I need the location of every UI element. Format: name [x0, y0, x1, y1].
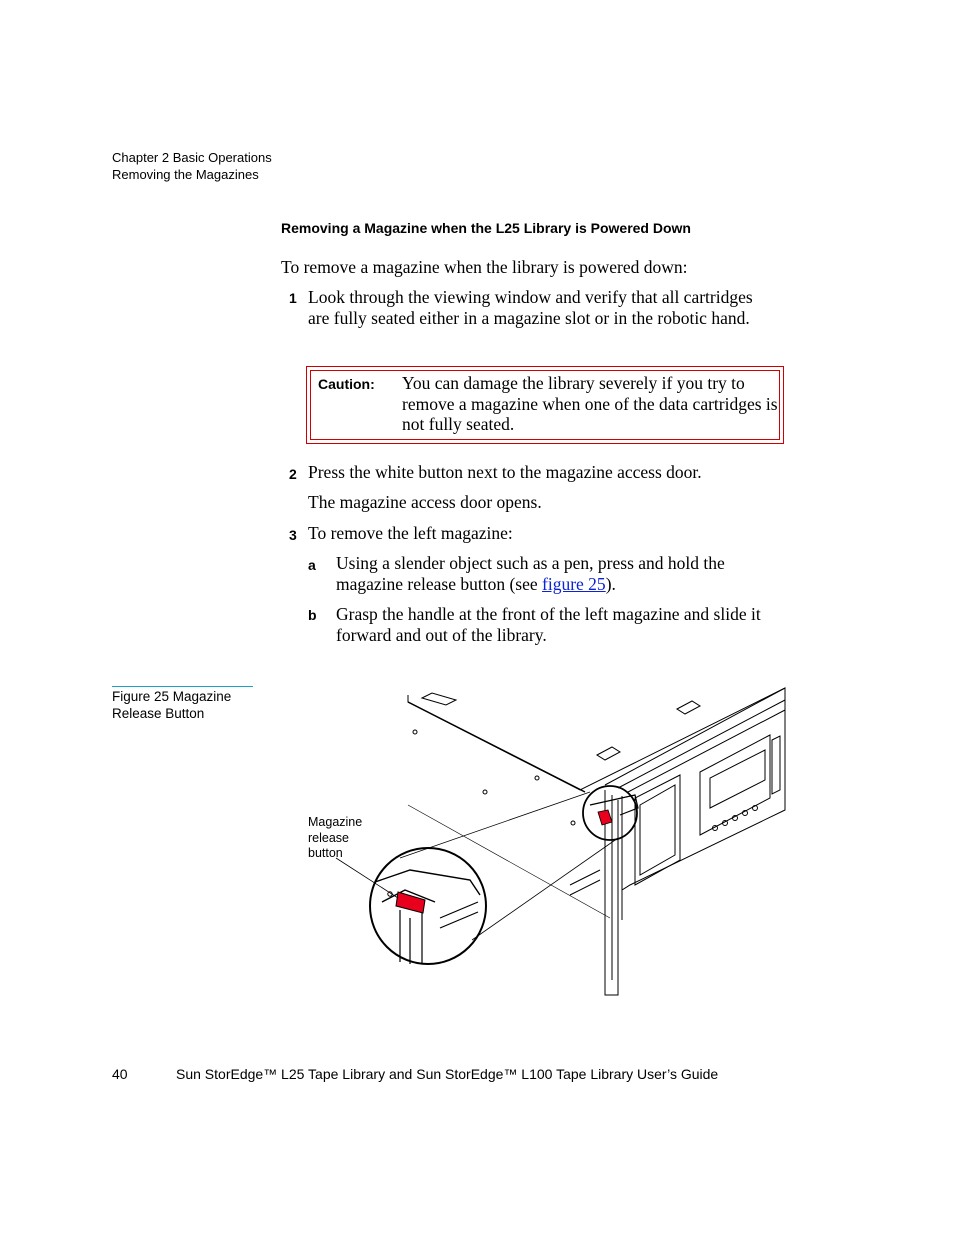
- chassis-tab-left: [422, 693, 456, 705]
- step-1-number: 1: [289, 290, 297, 306]
- section-heading: Removing a Magazine when the L25 Library is Powered Down: [281, 220, 691, 236]
- figure-caption-rule: [112, 686, 253, 687]
- step-2-number: 2: [289, 466, 297, 482]
- release-button-highlight-zoom: [396, 892, 425, 913]
- callout-line-1: Magazine: [308, 815, 363, 829]
- chassis-tab-center: [597, 747, 620, 760]
- caution-text: You can damage the library severely if you try to remove a magazine when one of the data cartridges is not fully seated.: [402, 373, 778, 434]
- step-3-number: 3: [289, 527, 297, 543]
- substep-a-letter: a: [308, 557, 316, 573]
- chassis-tab-right: [677, 701, 700, 714]
- caution-label: Caution:: [318, 376, 375, 392]
- step-2-result: The magazine access door opens.: [308, 492, 542, 512]
- screw: [571, 821, 575, 825]
- running-head-chapter: Chapter 2 Basic Operations: [112, 150, 272, 165]
- substep-a-text-before: Using a slender object such as a pen, press and hold the magazine release button (see: [336, 553, 725, 594]
- screw: [413, 730, 417, 734]
- magazine-release-figure: [300, 680, 790, 1000]
- substep-a-text-after: ).: [605, 573, 616, 594]
- step-2-text: Press the white button next to the magazine access door.: [308, 462, 702, 482]
- figure-25-link[interactable]: figure 25: [542, 573, 606, 594]
- substep-b-letter: b: [308, 607, 317, 623]
- substep-a-text: [336, 553, 786, 594]
- figure-callout-label: [308, 815, 362, 862]
- access-door: [635, 775, 680, 885]
- figure-caption-line-1: Figure 25 Magazine: [112, 689, 232, 704]
- step-3-text: To remove the left magazine:: [308, 523, 513, 543]
- intro-text: To remove a magazine when the library is powered down:: [281, 257, 688, 277]
- substep-b-text: Grasp the handle at the front of the left magazine and slide it forward and out of the library.: [336, 604, 761, 645]
- detail-marker-circle: [583, 786, 637, 840]
- running-head-section: Removing the Magazines: [112, 167, 259, 182]
- screw: [535, 776, 539, 780]
- footer-title: Sun StorEdge™ L25 Tape Library and Sun StorEdge™ L100 Tape Library User’s Guide: [176, 1066, 719, 1082]
- callout-line-2: release: [308, 830, 349, 845]
- figure-caption: [112, 688, 231, 722]
- figure-caption-line-2: Release Button: [112, 706, 205, 721]
- running-head: [112, 149, 272, 183]
- step-1-text: Look through the viewing window and verify that all cartridges are fully seated either in a magazine slot or in the robotic hand.: [308, 287, 753, 328]
- screw: [483, 790, 487, 794]
- callout-line-3: button: [308, 846, 343, 860]
- release-button-highlight: [598, 810, 612, 825]
- footer-page-number: 40: [112, 1066, 128, 1082]
